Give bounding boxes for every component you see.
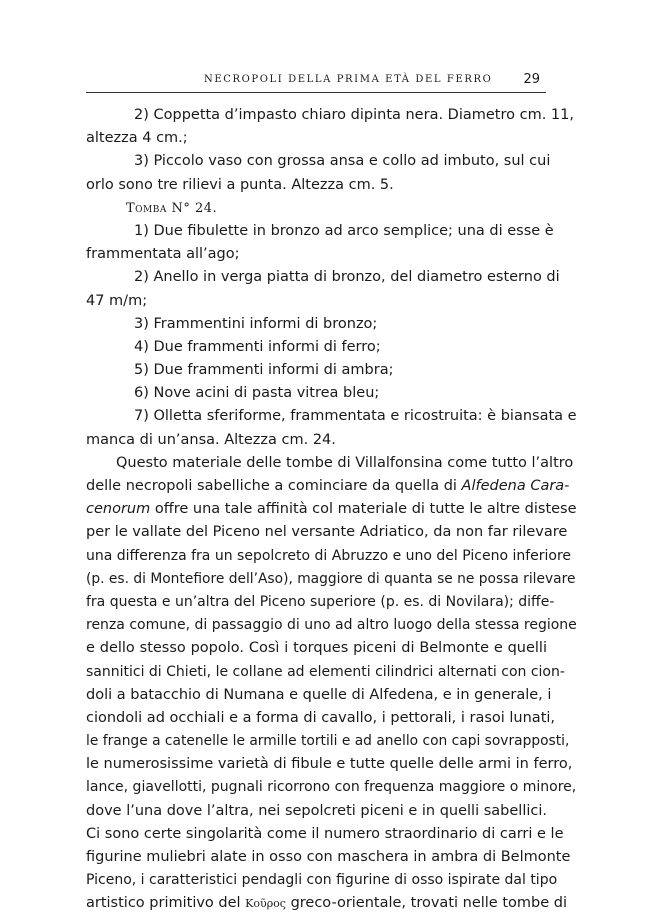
italic-term: cenorum <box>86 501 151 518</box>
text-line: 5) Due frammenti informi di ambra; <box>134 362 394 379</box>
text-line: doli a batacchio di Numana e quelle di Alfedena, e in generale, i <box>86 686 552 703</box>
text-line: per le vallate del Piceno nel versante Adriatico, da non far rilevare <box>86 524 568 541</box>
tomb-heading: Tomba N° 24. <box>126 200 218 216</box>
italic-term: Alfedena Cara- <box>461 478 570 494</box>
text-line: orlo sono tre rilievi a punta. Altezza cm. 5. <box>86 176 394 193</box>
text-line: Questo materiale delle tombe di Villalfonsina come tutto l’altro <box>116 454 574 471</box>
text-line: le frange a catenelle le armille tortili e ad anello con capi sovrapposti, <box>86 733 570 750</box>
text-segment: delle necropoli sabelliche a cominciare da quella di <box>86 478 457 494</box>
text-line: 1) Due fibulette in bronzo ad arco semplice; una di esse è <box>134 222 554 239</box>
text-line: sannitici di Chieti, le collane ad elementi cilindrici alternati con cion- <box>86 663 565 680</box>
text-line <box>86 892 567 915</box>
page-body <box>86 104 577 916</box>
text-line <box>86 498 577 521</box>
text-line: una differenza fra un sepolcreto di Abruzzo e uno del Piceno inferiore <box>86 547 572 564</box>
text-line: le numerosissime varietà di fibule e tutte quelle delle armi in ferro, <box>86 756 573 773</box>
text-line: 2) Anello in verga piatta di bronzo, del diametro esterno di <box>134 269 560 286</box>
text-line: 3) Piccolo vaso con grossa ansa e collo ad imbuto, sul cui <box>134 153 551 170</box>
text-segment: artistico primitivo del <box>86 895 241 912</box>
running-head <box>86 70 546 90</box>
text-line: frammentata all’ago; <box>86 246 240 263</box>
text-line: ciondoli ad occhiali e a forma di cavallo, i pettorali, i rasoi lunati, <box>86 709 556 726</box>
text-line: 4) Due frammenti informi di ferro; <box>134 338 381 355</box>
text-line: Ci sono certe singolarità come il numero straordinario di carri e le <box>86 825 564 842</box>
text-line: lance, giavellotti, pugnali ricorrono con frequenza maggiore o minore, <box>86 779 577 796</box>
greek-word: Κοῦρος <box>245 897 286 911</box>
text-line: dove l’una dove l’altra, nei sepolcreti piceni e in quelli sabellici. <box>86 802 547 819</box>
text-line: renza comune, di passaggio di uno ad altro luogo della stessa regione <box>86 617 577 634</box>
text-line: manca di un’ansa. Altezza cm. 24. <box>86 431 336 448</box>
text-line: 2) Coppetta d’impasto chiaro dipinta nera. Diametro cm. 11, <box>134 107 574 123</box>
text-line: 7) Olletta sferiforme, frammentata e ricostruita: è biansata e <box>134 408 577 425</box>
text-line: 47 m/m; <box>86 292 148 309</box>
text-line: e dello stesso popolo. Così i torques piceni di Belmonte e quelli <box>86 640 547 657</box>
text-line: (p. es. di Montefiore dell’Aso), maggiore di quanta se ne possa rilevare <box>86 570 576 587</box>
text-line <box>86 475 570 498</box>
page-number: 29 <box>523 72 540 87</box>
running-title: NECROPOLI DELLA PRIMA ETÀ DEL FERRO <box>204 74 493 85</box>
text-segment: greco-orientale, trovati nelle tombe di <box>290 895 567 912</box>
text-line: altezza 4 cm.; <box>86 130 188 147</box>
header-rule <box>86 92 546 93</box>
text-segment: offre una tale affinità col materiale di tutte le altre distese <box>154 501 577 518</box>
text-line: 3) Frammentini informi di bronzo; <box>134 315 378 332</box>
text-line: Piceno, i caratteristici pendagli con figurine di osso ispirate dal tipo <box>86 872 558 889</box>
text-line: 6) Nove acini di pasta vitrea bleu; <box>134 385 380 402</box>
text-line: figurine muliebri alate in osso con maschera in ambra di Belmonte <box>86 849 571 865</box>
text-line: fra questa e un’altra del Piceno superiore (p. es. di Novilara); diffe- <box>86 593 555 610</box>
